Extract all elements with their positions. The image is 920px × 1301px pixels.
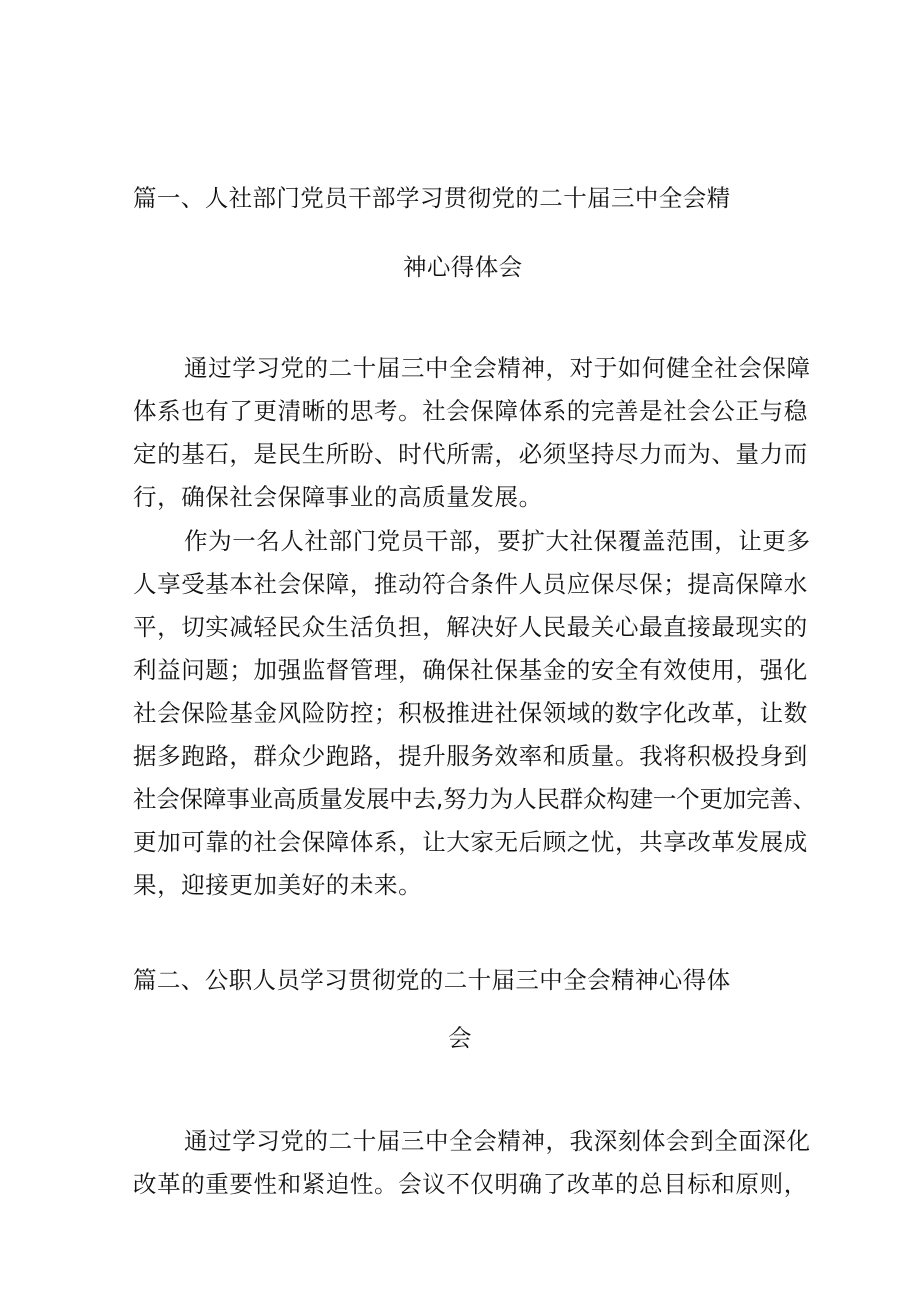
section-1-title-line-1: 篇一、人社部门党员干部学习贯彻党的二十届三中全会精 bbox=[133, 184, 731, 212]
section-1-paragraph-1-line-1: 通过学习党的二十届三中全会精神，对于如何健全社会保障 bbox=[184, 354, 811, 382]
section-1-paragraph-2-line-3: 平，切实减轻民众生活负担，解决好人民最关心最直接最现实的 bbox=[133, 613, 808, 641]
section-1-paragraph-2-line-4: 利益问题；加强监督管理，确保社保基金的安全有效使用，强化 bbox=[133, 656, 808, 684]
section-2-paragraph-1-line-2: 改革的重要性和紧迫性。会议不仅明确了改革的总目标和原则， bbox=[133, 1170, 808, 1198]
section-1-paragraph-1-line-4: 行，确保社会保障事业的高质量发展。 bbox=[133, 483, 543, 511]
section-1-paragraph-2-line-9: 果，迎接更加美好的未来。 bbox=[133, 871, 423, 899]
section-1-paragraph-2-line-8: 更加可靠的社会保障体系，让大家无后顾之忧，共享改革发展成 bbox=[133, 828, 808, 856]
section-1-paragraph-2-line-5: 社会保险基金风险防控；积极推进社保领域的数字化改革，让数 bbox=[133, 699, 808, 727]
section-1-paragraph-2-line-1: 作为一名人社部门党员干部，要扩大社保覆盖范围，让更多 bbox=[184, 527, 811, 555]
section-1-title-line-2: 神心得体会 bbox=[403, 253, 523, 281]
section-1-paragraph-1-line-3: 定的基石，是民生所盼、时代所需，必须坚持尽力而为、量力而 bbox=[133, 440, 808, 468]
section-2-title-line-1: 篇二、公职人员学习贯彻党的二十届三中全会精神心得体 bbox=[133, 966, 731, 994]
section-1-paragraph-1-line-2: 体系也有了更清晰的思考。社会保障体系的完善是社会公正与稳 bbox=[133, 397, 808, 425]
section-2-paragraph-1-line-1: 通过学习党的二十届三中全会精神，我深刻体会到全面深化 bbox=[184, 1127, 811, 1155]
section-1-paragraph-2-line-7: 社会保障事业高质量发展中去,努力为人民群众构建一个更加完善、 bbox=[133, 785, 816, 813]
section-1-paragraph-2-line-6: 据多跑路，群众少跑路，提升服务效率和质量。我将积极投身到 bbox=[133, 742, 808, 770]
section-1-paragraph-2-line-2: 人享受基本社会保障，推动符合条件人员应保尽保；提高保障水 bbox=[133, 570, 808, 598]
section-2-title-line-2: 会 bbox=[448, 1024, 472, 1052]
